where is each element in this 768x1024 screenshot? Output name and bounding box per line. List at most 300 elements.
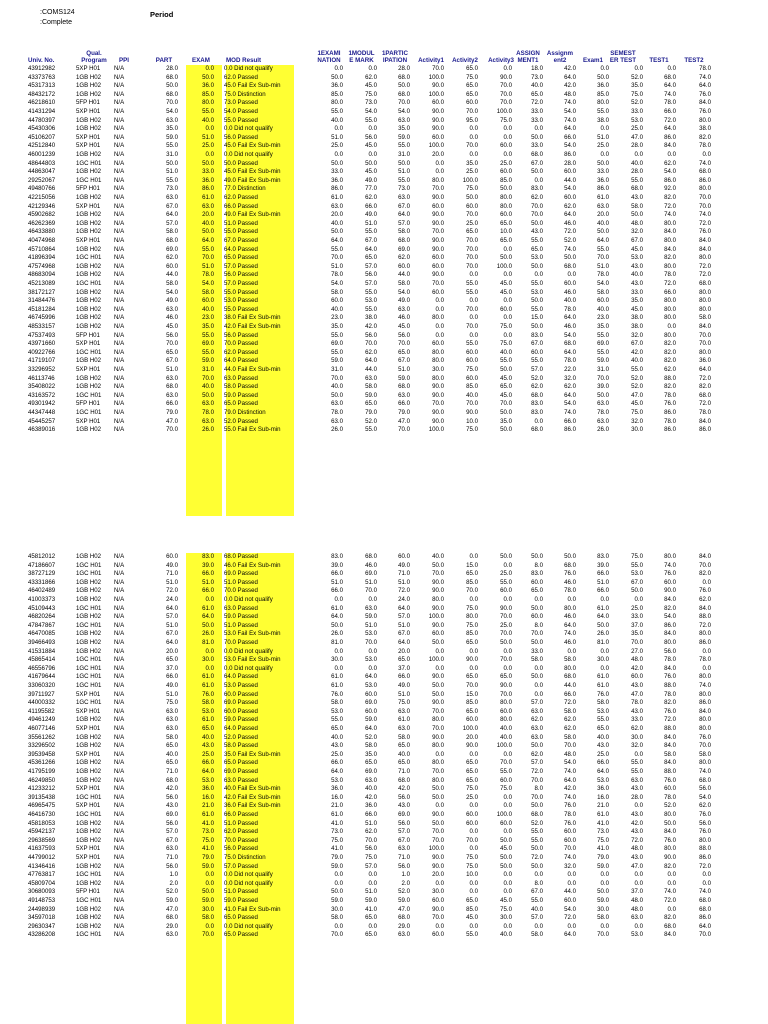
- test1-cell: 66.0: [664, 288, 676, 296]
- ppi-cell: N/A: [114, 374, 125, 382]
- exam1-cell: 31.0: [597, 366, 609, 373]
- exam1-cell: 41.0: [597, 819, 609, 827]
- header-examination-line2: NATION: [317, 57, 341, 64]
- module-mark-cell: 36.0: [365, 802, 377, 810]
- assignment1-cell: 57.0: [531, 914, 543, 922]
- semester-test-cell: 38.0: [631, 314, 643, 322]
- module-mark-cell: 57.0: [365, 262, 377, 270]
- semester-test-cell: 33.0: [631, 613, 643, 621]
- table-row: [0, 914, 768, 923]
- activity3-cell: 50.0: [500, 862, 512, 870]
- part-cell: 67.0: [166, 836, 178, 844]
- part-cell: 79.0: [166, 409, 178, 416]
- mod-result-cell: 57.0 Passed: [224, 280, 258, 287]
- qual-program-cell: 1GB H02: [76, 211, 102, 219]
- test2-cell: 70.0: [699, 340, 711, 348]
- exam-cell: 78.0: [202, 409, 214, 416]
- activity2-cell: 0.0: [469, 922, 478, 930]
- examination-cell: 20.0: [331, 211, 343, 219]
- semester-test-cell: 50.0: [631, 587, 643, 595]
- semester-test-cell: 67.0: [631, 237, 643, 244]
- exam-cell: 26.0: [202, 630, 214, 638]
- test2-cell: 74.0: [699, 682, 711, 689]
- mod-result-cell: 38.0 Fail Ex Sub-min: [224, 314, 281, 322]
- table-row: [0, 280, 768, 289]
- exam-cell: 40.0: [202, 733, 214, 741]
- exam-cell: 64.0: [202, 237, 214, 244]
- test1-cell: 78.0: [664, 690, 676, 698]
- exam1-cell: 64.0: [597, 237, 609, 244]
- exam-cell: 25.0: [202, 142, 214, 150]
- exam-cell: 54.0: [202, 280, 214, 287]
- test1-cell: 86.0: [664, 176, 676, 184]
- activity3-cell: 40.0: [500, 931, 512, 939]
- activity3-cell: 70.0: [500, 99, 512, 107]
- exam1-cell: 70.0: [597, 254, 609, 262]
- test1-cell: 84.0: [664, 931, 676, 939]
- exam1-cell: 53.0: [597, 707, 609, 715]
- ppi-cell: N/A: [114, 664, 125, 672]
- activity2-cell: 60.0: [466, 357, 478, 365]
- semester-test-cell: 43.0: [631, 682, 643, 689]
- activity2-cell: 0.0: [469, 125, 478, 133]
- activity3-cell: 0.0: [503, 151, 512, 158]
- assignment1-cell: 68.0: [531, 151, 543, 158]
- part-cell: 58.0: [166, 280, 178, 287]
- semester-test-cell: 55.0: [631, 759, 643, 767]
- exam1-cell: 86.0: [597, 185, 609, 193]
- exam1-cell: 50.0: [597, 159, 609, 167]
- exam-cell: 21.0: [202, 802, 214, 810]
- ppi-cell: N/A: [114, 639, 125, 646]
- exam1-cell: 50.0: [597, 888, 609, 896]
- exam1-cell: 51.0: [597, 578, 609, 586]
- activity2-cell: 75.0: [466, 604, 478, 612]
- table-row: [0, 777, 768, 786]
- exam1-cell: 55.0: [597, 108, 609, 115]
- examination-cell: 78.0: [331, 409, 343, 416]
- header-semester-test-line1: SEMEST: [610, 50, 636, 57]
- assignment1-cell: 33.0: [531, 142, 543, 150]
- assignment2-cell: 54.0: [564, 185, 576, 193]
- qual-program-cell: 5XP H01: [76, 750, 101, 758]
- exam1-cell: 40.0: [597, 733, 609, 741]
- assignment2-cell: 74.0: [564, 768, 576, 775]
- semester-test-cell: 0.0: [634, 65, 643, 72]
- test1-cell: 88.0: [664, 374, 676, 382]
- exam1-cell: 30.0: [597, 905, 609, 913]
- ppi-cell: N/A: [114, 323, 125, 330]
- test1-cell: 74.0: [664, 561, 676, 569]
- exam1-cell: 66.0: [597, 759, 609, 767]
- examination-cell: 70.0: [331, 374, 343, 382]
- activity2-cell: 90.0: [466, 742, 478, 750]
- header-examination: [313, 50, 345, 64]
- part-cell: 69.0: [166, 245, 178, 253]
- exam-cell: 23.0: [202, 314, 214, 322]
- test1-cell: 0.0: [667, 905, 676, 913]
- test1-cell: 92.0: [664, 185, 676, 193]
- table-row: [0, 691, 768, 700]
- participation-cell: 68.0: [398, 90, 410, 98]
- qual-program-cell: 1GB H02: [76, 759, 102, 767]
- assignment2-cell: 64.0: [564, 125, 576, 133]
- activity1-cell: 40.0: [432, 553, 444, 560]
- semester-test-cell: 47.0: [631, 133, 643, 141]
- activity2-cell: 65.0: [466, 897, 478, 904]
- exam1-cell: 16.0: [597, 793, 609, 801]
- test2-cell: 70.0: [699, 561, 711, 569]
- univ-no-cell: 41679644: [28, 673, 56, 681]
- module-mark-cell: 59.0: [365, 716, 377, 724]
- ppi-cell: N/A: [114, 108, 125, 115]
- module-mark-cell: 64.0: [365, 245, 377, 253]
- assignment1-cell: 52.0: [531, 819, 543, 827]
- examination-cell: 65.0: [331, 725, 343, 732]
- ppi-cell: N/A: [114, 99, 125, 107]
- activity1-cell: 90.0: [432, 862, 444, 870]
- assignment1-cell: 0.0: [534, 176, 543, 184]
- assignment1-cell: 83.0: [531, 400, 543, 408]
- assignment2-cell: 66.0: [564, 417, 576, 425]
- activity3-cell: 25.0: [500, 621, 512, 629]
- ppi-cell: N/A: [114, 417, 125, 425]
- table-row: [0, 665, 768, 674]
- exam1-cell: 55.0: [597, 716, 609, 724]
- part-cell: 51.0: [166, 578, 178, 586]
- examination-cell: 40.0: [331, 219, 343, 227]
- mod-result-cell: 57.0 Passed: [224, 262, 258, 270]
- assignment2-cell: 46.0: [564, 639, 576, 646]
- semester-test-cell: 38.0: [631, 323, 643, 330]
- univ-no-cell: 38727129: [28, 570, 56, 578]
- ppi-cell: N/A: [114, 202, 125, 210]
- activity1-cell: 20.0: [432, 871, 444, 879]
- table-row: [0, 708, 768, 717]
- activity1-cell: 60.0: [432, 630, 444, 638]
- mod-result-cell: 75.0 Distinction: [224, 854, 266, 861]
- semester-test-cell: 55.0: [631, 176, 643, 184]
- assignment1-cell: 0.0: [534, 690, 543, 698]
- exam-cell: 31.0: [202, 366, 214, 373]
- test2-cell: 70.0: [699, 202, 711, 210]
- test1-cell: 82.0: [664, 254, 676, 262]
- activity1-cell: 90.0: [432, 854, 444, 861]
- qual-program-cell: 1GC H01: [76, 280, 102, 287]
- univ-no-cell: 49148753: [28, 897, 56, 904]
- header-module-mark: [345, 50, 378, 64]
- header-exam1: Exam1: [583, 57, 603, 64]
- semester-test-cell: 25.0: [631, 604, 643, 612]
- header-participation-line1: 1PARTIC: [381, 50, 408, 57]
- semester-test-cell: 28.0: [631, 142, 643, 150]
- report-header: [30, 8, 75, 28]
- activity3-cell: 50.0: [500, 409, 512, 416]
- ppi-cell: N/A: [114, 219, 125, 227]
- exam1-cell: 79.0: [597, 854, 609, 861]
- activity1-cell: 90.0: [432, 219, 444, 227]
- table-row: [0, 820, 768, 829]
- test2-cell: 64.0: [699, 366, 711, 373]
- semester-test-cell: 43.0: [631, 854, 643, 861]
- exam-cell: 86.0: [202, 185, 214, 193]
- examination-cell: 16.0: [331, 793, 343, 801]
- exam-cell: 70.0: [202, 254, 214, 262]
- assignment2-cell: 54.0: [564, 331, 576, 339]
- ppi-cell: N/A: [114, 142, 125, 150]
- mod-result-cell: 62.0 Passed: [224, 348, 258, 356]
- test2-cell: 76.0: [699, 733, 711, 741]
- exam-cell: 35.0: [202, 323, 214, 330]
- exam-cell: 41.0: [202, 819, 214, 827]
- table-row: [0, 306, 768, 315]
- module-mark-cell: 65.0: [365, 254, 377, 262]
- assignment2-cell: 72.0: [564, 699, 576, 707]
- exam-cell: 73.0: [202, 828, 214, 836]
- test2-cell: 80.0: [699, 254, 711, 262]
- univ-no-cell: 35561262: [28, 733, 56, 741]
- univ-no-cell: 44780397: [28, 116, 56, 124]
- part-cell: 49.0: [166, 297, 178, 305]
- test2-cell: 68.0: [699, 905, 711, 913]
- exam1-cell: 0.0: [600, 922, 609, 930]
- mod-result-cell: 55.0 Passed: [224, 116, 258, 124]
- activity2-cell: 90.0: [466, 409, 478, 416]
- univ-no-cell: 42215056: [28, 194, 56, 201]
- test1-cell: 84.0: [664, 759, 676, 767]
- ppi-cell: N/A: [114, 854, 125, 861]
- semester-test-cell: 45.0: [631, 305, 643, 313]
- activity3-cell: 90.0: [500, 604, 512, 612]
- activity1-cell: 60.0: [432, 254, 444, 262]
- colon-marker: :: [40, 19, 42, 26]
- activity1-cell: 50.0: [432, 793, 444, 801]
- univ-no-cell: 47186607: [28, 561, 56, 569]
- activity3-cell: 55.0: [500, 578, 512, 586]
- examination-cell: 25.0: [331, 142, 343, 150]
- participation-cell: 63.0: [398, 845, 410, 853]
- test1-cell: 86.0: [664, 621, 676, 629]
- part-cell: 52.0: [166, 888, 178, 896]
- activity2-cell: 60.0: [466, 348, 478, 356]
- univ-no-cell: 41431294: [28, 108, 56, 115]
- qual-program-cell: 1GB H02: [76, 905, 102, 913]
- test1-cell: 82.0: [664, 194, 676, 201]
- module-mark-cell: 70.0: [365, 340, 377, 348]
- assignment2-cell: 86.0: [564, 151, 576, 158]
- activity3-cell: 60.0: [500, 587, 512, 595]
- test2-cell: 0.0: [702, 578, 711, 586]
- mod-result-cell: 51.0 Passed: [224, 219, 258, 227]
- univ-no-cell: 47847867: [28, 621, 56, 629]
- module-mark-cell: 49.0: [365, 176, 377, 184]
- mod-result-cell: 50.0 Passed: [224, 159, 258, 167]
- table-row: [0, 785, 768, 794]
- semester-test-cell: 53.0: [631, 116, 643, 124]
- examination-cell: 40.0: [331, 733, 343, 741]
- activity2-cell: 95.0: [466, 116, 478, 124]
- assignment1-cell: 57.0: [531, 699, 543, 707]
- qual-program-cell: 1GB H02: [76, 357, 102, 365]
- examination-cell: 55.0: [331, 716, 343, 724]
- table-row: [0, 323, 768, 332]
- activity3-cell: 75.0: [500, 116, 512, 124]
- activity1-cell: 80.0: [432, 759, 444, 767]
- table-row: [0, 117, 768, 126]
- participation-cell: 20.0: [398, 647, 410, 655]
- ppi-cell: N/A: [114, 133, 125, 141]
- activity3-cell: 0.0: [503, 596, 512, 603]
- module-mark-cell: 42.0: [365, 793, 377, 801]
- examination-cell: 30.0: [331, 656, 343, 664]
- test2-cell: 82.0: [699, 133, 711, 141]
- test2-cell: 72.0: [699, 400, 711, 408]
- univ-no-cell: 45109443: [28, 604, 56, 612]
- participation-cell: 71.0: [398, 768, 410, 775]
- part-cell: 71.0: [166, 570, 178, 578]
- participation-cell: 63.0: [398, 305, 410, 313]
- semester-test-cell: 0.0: [634, 922, 643, 930]
- semester-test-cell: 40.0: [631, 159, 643, 167]
- exam-cell: 26.0: [202, 426, 214, 434]
- activity1-cell: 50.0: [432, 690, 444, 698]
- activity2-cell: 70.0: [466, 237, 478, 244]
- assignment2-cell: 72.0: [564, 914, 576, 922]
- exam1-cell: 75.0: [597, 836, 609, 844]
- exam1-cell: 55.0: [597, 348, 609, 356]
- qual-program-cell: 1GC H01: [76, 570, 102, 578]
- univ-no-cell: 46470085: [28, 630, 56, 638]
- test2-cell: 80.0: [699, 759, 711, 767]
- test2-cell: 86.0: [699, 176, 711, 184]
- participation-cell: 64.0: [398, 639, 410, 646]
- test2-cell: 80.0: [699, 630, 711, 638]
- ppi-cell: N/A: [114, 366, 125, 373]
- test2-cell: 80.0: [699, 116, 711, 124]
- univ-no-cell: 40922766: [28, 348, 56, 356]
- qual-program-cell: 1GC H01: [76, 811, 102, 818]
- activity3-cell: 65.0: [500, 383, 512, 391]
- univ-no-cell: 46433880: [28, 228, 56, 236]
- semester-test-cell: 35.0: [631, 82, 643, 90]
- test1-cell: 52.0: [664, 802, 676, 810]
- exam-cell: 30.0: [202, 905, 214, 913]
- test1-cell: 74.0: [664, 888, 676, 896]
- assignment1-cell: 52.0: [531, 374, 543, 382]
- exam-cell: 59.0: [202, 862, 214, 870]
- module-mark-cell: 70.0: [365, 587, 377, 595]
- mod-result-cell: 66.0 Passed: [224, 811, 258, 818]
- examination-cell: 79.0: [331, 854, 343, 861]
- assignment1-cell: 55.0: [531, 305, 543, 313]
- part-cell: 31.0: [166, 151, 178, 158]
- test2-cell: 84.0: [699, 553, 711, 560]
- ppi-cell: N/A: [114, 90, 125, 98]
- exam1-cell: 63.0: [597, 202, 609, 210]
- assignment1-cell: 8.0: [534, 621, 543, 629]
- semester-test-cell: 75.0: [631, 90, 643, 98]
- activity3-cell: 60.0: [500, 707, 512, 715]
- activity3-cell: 80.0: [500, 194, 512, 201]
- part-cell: 35.0: [166, 125, 178, 133]
- activity3-cell: 60.0: [500, 142, 512, 150]
- activity1-cell: 60.0: [432, 340, 444, 348]
- mod-result-cell: 45.0 Fail Ex Sub-min: [224, 142, 281, 150]
- mod-result-cell: 62.0 Passed: [224, 194, 258, 201]
- activity1-cell: 50.0: [432, 682, 444, 689]
- semester-test-cell: 75.0: [631, 409, 643, 416]
- module-mark-cell: 55.0: [365, 305, 377, 313]
- exam-cell: 64.0: [202, 768, 214, 775]
- exam-cell: 55.0: [202, 331, 214, 339]
- mod-result-cell: 51.0 Passed: [224, 888, 258, 896]
- assignment1-cell: 33.0: [531, 647, 543, 655]
- activity1-cell: 70.0: [432, 914, 444, 922]
- ppi-cell: N/A: [114, 621, 125, 629]
- exam1-cell: 66.0: [597, 587, 609, 595]
- examination-cell: 33.0: [331, 168, 343, 176]
- qual-program-cell: 1GB H02: [76, 922, 102, 930]
- exam1-cell: 36.0: [597, 785, 609, 793]
- examination-cell: 0.0: [334, 871, 343, 879]
- assignment1-cell: 0.0: [534, 596, 543, 603]
- participation-cell: 59.0: [398, 374, 410, 382]
- assignment1-cell: 50.0: [531, 297, 543, 305]
- ppi-cell: N/A: [114, 793, 125, 801]
- activity2-cell: 70.0: [466, 254, 478, 262]
- table-row: [0, 596, 768, 605]
- participation-cell: 51.0: [398, 690, 410, 698]
- test1-cell: 78.0: [664, 99, 676, 107]
- table-row: [0, 366, 768, 375]
- assignment1-cell: 67.0: [531, 159, 543, 167]
- exam1-cell: 55.0: [597, 331, 609, 339]
- participation-cell: 75.0: [398, 699, 410, 707]
- activity1-cell: 70.0: [432, 400, 444, 408]
- participation-cell: 37.0: [398, 664, 410, 672]
- test1-cell: 58.0: [664, 750, 676, 758]
- exam-cell: 50.0: [202, 621, 214, 629]
- test1-cell: 76.0: [664, 836, 676, 844]
- qual-program-cell: 1GC H01: [76, 159, 102, 167]
- exam1-cell: 70.0: [597, 931, 609, 939]
- test2-cell: 76.0: [699, 828, 711, 836]
- qual-program-cell: 1GB H02: [76, 828, 102, 836]
- header-semester-test-line2: ER TEST: [609, 57, 637, 64]
- test2-cell: 54.0: [699, 793, 711, 801]
- activity1-cell: 80.0: [432, 348, 444, 356]
- assignment2-cell: 66.0: [564, 133, 576, 141]
- univ-no-cell: 46249850: [28, 776, 56, 784]
- header-activity2: Activity2: [452, 57, 478, 64]
- univ-no-cell: 46218610: [28, 99, 56, 107]
- activity2-cell: 25.0: [466, 219, 478, 227]
- table-row: [0, 99, 768, 108]
- table-row: [0, 630, 768, 639]
- activity3-cell: 80.0: [500, 202, 512, 210]
- activity3-cell: 75.0: [500, 340, 512, 348]
- part-cell: 67.0: [166, 357, 178, 365]
- part-cell: 49.0: [166, 682, 178, 689]
- module-mark-cell: 51.0: [365, 621, 377, 629]
- module-mark-cell: 63.0: [365, 374, 377, 382]
- participation-cell: 51.0: [398, 621, 410, 629]
- exam1-cell: 61.0: [597, 194, 609, 201]
- assignment1-cell: 40.0: [531, 82, 543, 90]
- header-semester-test: [605, 50, 641, 64]
- activity1-cell: 90.0: [432, 578, 444, 586]
- assignment1-cell: 83.0: [531, 185, 543, 193]
